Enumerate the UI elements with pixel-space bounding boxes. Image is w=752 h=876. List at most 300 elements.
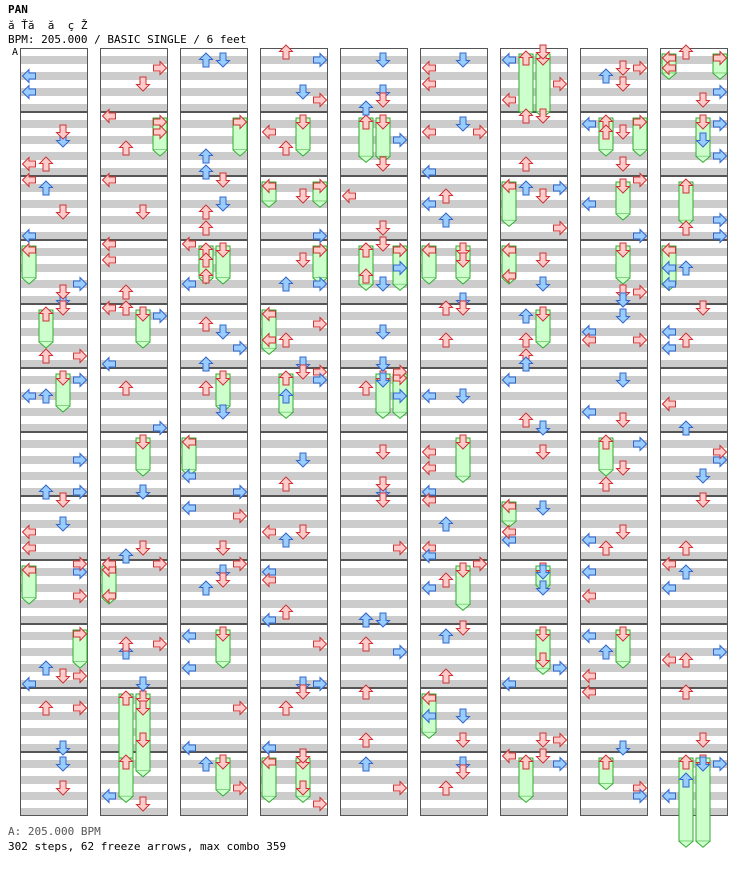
beat-stripe [420,792,488,800]
measure [340,752,408,816]
beat-stripe [580,344,648,352]
measure [100,368,168,432]
measure [660,368,728,432]
beat-stripe [420,680,488,688]
beat-stripe [180,216,248,224]
beat-stripe [340,600,408,608]
beat-stripe [20,56,88,64]
beat-stripe [100,680,168,688]
beat-stripe [180,520,248,528]
beat-stripe [260,136,328,144]
beat-stripe [500,472,568,480]
beat-stripe [420,616,488,624]
beat-stripe [420,232,488,240]
beat-stripe [260,648,328,656]
beat-stripe [500,168,568,176]
beat-stripe [420,88,488,96]
measure [500,624,568,688]
beat-stripe [20,472,88,480]
beat-stripe [180,584,248,592]
beat-stripe [580,760,648,768]
measure [180,240,248,304]
beat-stripe [20,440,88,448]
beat-stripe [580,696,648,704]
beat-stripe [260,120,328,128]
beat-stripe [340,168,408,176]
measure [100,624,168,688]
freeze-arrow [519,755,533,802]
beat-stripe [340,568,408,576]
beat-stripe [500,328,568,336]
beat-stripe [500,744,568,752]
freeze-arrow [616,179,630,220]
measure [340,688,408,752]
beat-stripe [420,296,488,304]
beat-stripe [660,744,728,752]
freeze-arrow [502,180,516,227]
beat-stripe [580,520,648,528]
beat-stripe [580,712,648,720]
beat-stripe [180,392,248,400]
beat-stripe [260,360,328,368]
beat-stripe [580,728,648,736]
beat-stripe [580,584,648,592]
measure [340,176,408,240]
beat-stripe [260,296,328,304]
beat-stripe [500,344,568,352]
freeze-arrow [216,755,230,796]
beat-stripe [180,552,248,560]
beat-stripe [180,792,248,800]
measure [580,752,648,816]
freeze-arrow [136,435,150,476]
measure [580,688,648,752]
beat-stripe [420,760,488,768]
beat-stripe [580,648,648,656]
beat-stripe [340,680,408,688]
beat-stripe [420,56,488,64]
beat-stripe [260,488,328,496]
beat-stripe [260,664,328,672]
measure [340,560,408,624]
beat-stripe [500,408,568,416]
measure [100,752,168,816]
beat-stripe [340,88,408,96]
beat-stripe [420,632,488,640]
beat-stripe [500,808,568,816]
beat-stripe [260,168,328,176]
measure [580,496,648,560]
freeze-arrow [56,371,70,412]
beat-stripe [500,712,568,720]
beat-stripe [500,792,568,800]
beat-stripe [260,520,328,528]
beat-stripe [420,456,488,464]
beat-stripe [340,440,408,448]
beat-stripe [580,376,648,384]
beat-stripe [660,136,728,144]
measure [100,48,168,112]
beat-stripe [20,328,88,336]
freeze-arrow [119,755,133,802]
beat-stripe [340,664,408,672]
beat-stripe [100,744,168,752]
beat-stripe [100,232,168,240]
beat-stripe [20,120,88,128]
freeze-arrow [296,115,310,156]
beat-stripe [660,296,728,304]
beat-stripe [100,616,168,624]
beat-stripe [580,184,648,192]
measure [340,48,408,112]
beat-stripe [260,536,328,544]
beat-stripe [20,504,88,512]
measure [580,304,648,368]
beat-stripe [660,712,728,720]
beat-stripe [20,152,88,160]
beat-stripe [420,664,488,672]
beat-stripe [500,568,568,576]
beat-stripe [100,808,168,816]
freeze-arrow [616,627,630,668]
measure [420,304,488,368]
measure [180,688,248,752]
beat-stripe [260,424,328,432]
beat-stripe [580,600,648,608]
beat-stripe [20,520,88,528]
beat-stripe [660,520,728,528]
freeze-arrow [519,51,533,118]
beat-stripe [660,696,728,704]
beat-stripe [100,440,168,448]
chart-subtitle: ă Ťă ă ç Ž [8,19,88,32]
beat-stripe [100,88,168,96]
freeze-arrow [359,115,373,162]
beat-stripe [340,488,408,496]
chart-meta: BPM: 205.000 / BASIC SINGLE / 6 feet [8,33,247,46]
beat-stripe [180,536,248,544]
beat-stripe [100,456,168,464]
beat-stripe [580,360,648,368]
beat-stripe [260,392,328,400]
beat-stripe [660,312,728,320]
measure [340,624,408,688]
measure [260,496,328,560]
beat-stripe [340,200,408,208]
beat-stripe [500,152,568,160]
beat-stripe [20,424,88,432]
beat-stripe [340,584,408,592]
freeze-arrow [262,180,276,208]
beat-stripe [20,296,88,304]
beat-stripe [100,280,168,288]
freeze-arrow [536,307,550,348]
beat-stripe [260,440,328,448]
beat-stripe [100,488,168,496]
beat-stripe [340,792,408,800]
beat-stripe [580,456,648,464]
beat-stripe [420,104,488,112]
freeze-arrow [633,116,647,157]
measure [660,560,728,624]
freeze-arrow [599,435,613,476]
freeze-arrow [456,435,470,482]
freeze-arrow [599,755,613,790]
beat-stripe [420,568,488,576]
measure [260,112,328,176]
beat-stripe [420,536,488,544]
beat-stripe [340,312,408,320]
beat-stripe [100,760,168,768]
beat-stripe [660,200,728,208]
beat-stripe [660,392,728,400]
beat-stripe [340,424,408,432]
beat-stripe [180,376,248,384]
beat-stripe [660,536,728,544]
measure [100,496,168,560]
beat-stripe [100,56,168,64]
beat-stripe [20,344,88,352]
beat-stripe [100,696,168,704]
beat-stripe [580,248,648,256]
beat-stripe [500,312,568,320]
beat-stripe [260,632,328,640]
beat-stripe [180,568,248,576]
beat-stripe [20,536,88,544]
beat-stripe [100,248,168,256]
measure [180,752,248,816]
beat-stripe [420,136,488,144]
beat-stripe [500,360,568,368]
beat-stripe [100,344,168,352]
measure [340,432,408,496]
beat-stripe [20,184,88,192]
beat-stripe [660,472,728,480]
beat-stripe [500,616,568,624]
beat-stripe [340,72,408,80]
beat-stripe [100,376,168,384]
footer-bpm: A: 205.000 BPM [8,825,101,838]
beat-stripe [500,440,568,448]
measure [260,432,328,496]
beat-stripe [100,168,168,176]
beat-stripe [260,72,328,80]
beat-stripe [180,808,248,816]
beat-stripe [340,216,408,224]
beat-stripe [100,200,168,208]
beat-stripe [20,616,88,624]
measure [420,176,488,240]
beat-stripe [100,392,168,400]
beat-stripe [580,296,648,304]
beat-stripe [500,728,568,736]
beat-stripe [100,520,168,528]
beat-stripe [580,56,648,64]
beat-stripe [340,776,408,784]
beat-stripe [420,152,488,160]
beat-stripe [260,728,328,736]
beat-stripe [100,632,168,640]
beat-stripe [420,744,488,752]
freeze-arrow [22,564,36,605]
beat-stripe [180,712,248,720]
measure [260,624,328,688]
measure [580,48,648,112]
measure [420,624,488,688]
measure [20,688,88,752]
beat-stripe [580,392,648,400]
beat-stripe [340,632,408,640]
beat-stripe [500,296,568,304]
beat-stripe [340,712,408,720]
beat-stripe [340,152,408,160]
beat-stripe [20,104,88,112]
measure [420,112,488,176]
beat-stripe [660,184,728,192]
beat-stripe [420,360,488,368]
beat-stripe [20,216,88,224]
beat-stripe [340,520,408,528]
measure [20,752,88,816]
measure [180,176,248,240]
freeze-arrow [713,52,727,80]
freeze-arrow [679,755,693,847]
beat-stripe [20,200,88,208]
beat-stripe [660,488,728,496]
freeze-arrow [233,116,247,157]
beat-stripe [660,504,728,512]
beat-stripe [180,728,248,736]
measure [180,304,248,368]
beat-stripe [260,408,328,416]
beat-stripe [180,232,248,240]
beat-stripe [180,360,248,368]
beat-stripe [660,616,728,624]
beat-stripe [260,152,328,160]
measure [660,624,728,688]
beat-stripe [100,728,168,736]
beat-stripe [260,216,328,224]
beat-stripe [20,168,88,176]
beat-stripe [180,56,248,64]
beat-stripe [20,728,88,736]
measure [660,496,728,560]
beat-stripe [580,776,648,784]
beat-stripe [660,600,728,608]
beat-stripe [500,776,568,784]
beat-stripe [660,360,728,368]
beat-stripe [420,520,488,528]
beat-stripe [580,552,648,560]
beat-stripe [340,552,408,560]
beat-stripe [340,696,408,704]
beat-stripe [100,328,168,336]
beat-stripe [260,552,328,560]
measure [180,48,248,112]
freeze-arrow [39,307,53,348]
beat-stripe [20,776,88,784]
beat-stripe [660,680,728,688]
measure [580,368,648,432]
measure [500,560,568,624]
freeze-arrow [313,180,327,208]
footer-stats: 302 steps, 62 freeze arrows, max combo 359 [8,840,287,853]
beat-stripe [340,536,408,544]
measure [660,432,728,496]
beat-stripe [340,104,408,112]
beat-stripe [580,616,648,624]
measure [260,688,328,752]
beat-stripe [180,88,248,96]
freeze-arrow [376,115,390,162]
beat-stripe [580,424,648,432]
beat-stripe [340,360,408,368]
measure [100,176,168,240]
measure [180,368,248,432]
beat-stripe [420,504,488,512]
measure [500,304,568,368]
beat-stripe [180,104,248,112]
beat-stripe [580,168,648,176]
beat-stripe [340,328,408,336]
beat-stripe [580,88,648,96]
beat-stripe [580,216,648,224]
beat-stripe [340,728,408,736]
beat-stripe [100,72,168,80]
measure [420,432,488,496]
beat-stripe [180,200,248,208]
freeze-arrow [216,627,230,668]
beat-stripe [340,296,408,304]
beat-stripe [420,328,488,336]
beat-stripe [20,744,88,752]
measure [340,112,408,176]
beat-stripe [500,136,568,144]
beat-stripe [580,664,648,672]
beat-stripe [260,472,328,480]
beat-stripe [420,424,488,432]
beat-stripe [180,408,248,416]
beat-stripe [20,360,88,368]
beat-stripe [20,552,88,560]
freeze-arrow [73,628,87,669]
beat-stripe [420,72,488,80]
beat-stripe [340,504,408,512]
freeze-arrow [679,179,693,226]
freeze-arrow [22,244,36,285]
beat-stripe [180,328,248,336]
beat-stripe [660,664,728,672]
beat-stripe [340,808,408,816]
beat-stripe [100,296,168,304]
beat-stripe [260,504,328,512]
beat-stripe [500,104,568,112]
beat-stripe [180,424,248,432]
beat-stripe [180,296,248,304]
beat-stripe [180,600,248,608]
beat-stripe [100,536,168,544]
measure [420,560,488,624]
beat-stripe [660,552,728,560]
beat-stripe [340,232,408,240]
beat-stripe [580,808,648,816]
beat-stripe [660,376,728,384]
beat-stripe [660,632,728,640]
beat-stripe [100,264,168,272]
beat-stripe [420,344,488,352]
beat-stripe [20,696,88,704]
beat-stripe [180,264,248,272]
